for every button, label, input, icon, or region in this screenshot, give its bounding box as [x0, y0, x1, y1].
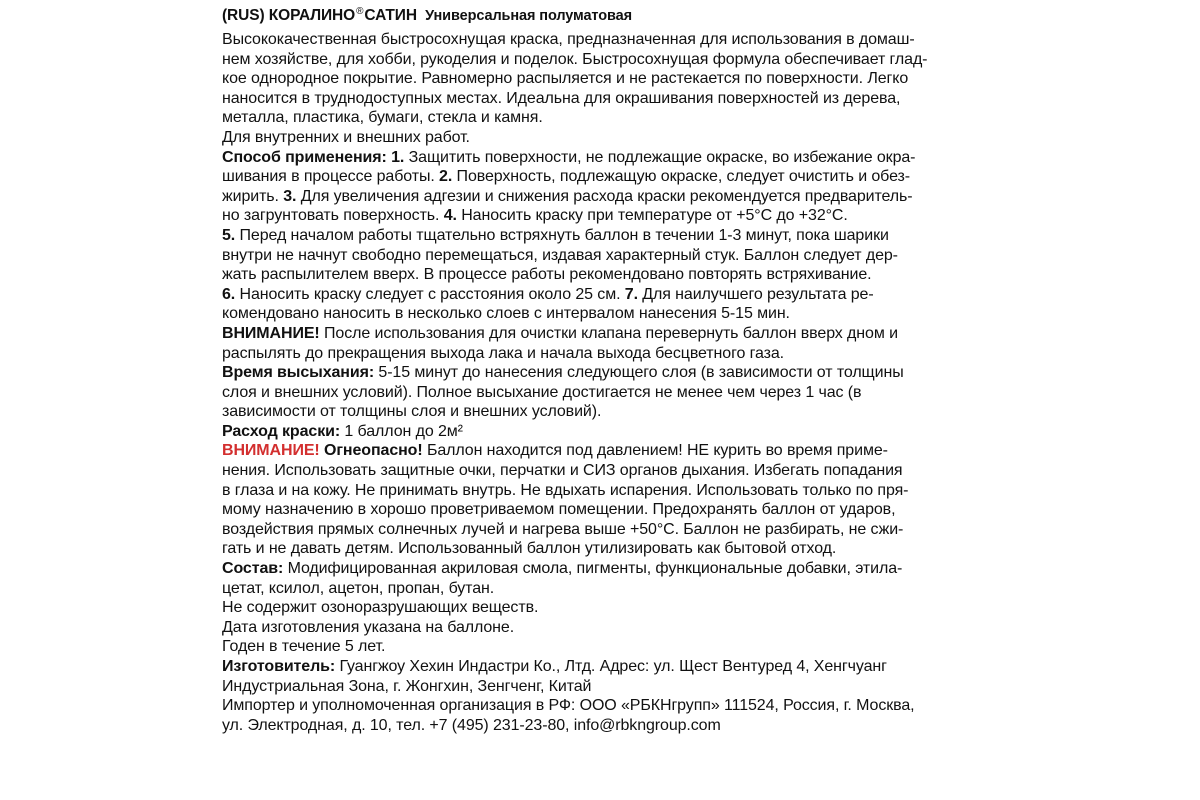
step-3-number: 3. — [283, 187, 297, 205]
attention-label: ВНИМАНИЕ! — [222, 324, 320, 342]
step-5-number: 5. — [222, 226, 236, 244]
step-5-text: Перед началом работы тщательно встряхнуть баллон в течении 1-3 минут, пока шарики внутри не начнут свободно перемещаться, издавая характерный стук. Баллон следует дер- жать распылителем вверх. В процессе работы рекомендовано повторять встряхивание. — [222, 226, 898, 284]
consumption-text: 1 баллон до 2м² — [340, 422, 463, 440]
title-subtitle: Универсальная полуматовая — [425, 8, 632, 24]
drying-label: Время высыхания: — [222, 364, 375, 382]
step-1-text: Защитить поверхности, не подлежащие окраске, во избежание окра- шивания в процессе работы. — [222, 148, 916, 186]
warning-label: ВНИМАНИЕ! — [222, 442, 320, 460]
manufacturer-label: Изготовитель: — [222, 658, 336, 675]
instruction-document — [222, 7, 974, 735]
product-title — [222, 7, 974, 25]
composition-text: Модифицированная акриловая смола, пигменты, функциональные добавки, этила- цетат, ксилол, ацетон, пропан, бутан. Не содержит озоноразрушающих веществ. Дата изготовления указана на баллоне. Годен в течение 5 лет. — [222, 560, 903, 656]
step-6-number: 6. — [222, 285, 236, 303]
drying-section — [222, 363, 974, 422]
application-label: Способ применения: — [222, 148, 387, 166]
step-4-text: Наносить краску при температуре от +5°С до +32°С. — [461, 207, 848, 225]
consumption-section — [222, 422, 974, 442]
application-section — [222, 148, 974, 324]
step-6-text: Наносить краску следует с расстояния около 25 см. — [235, 285, 625, 303]
composition-section — [222, 559, 974, 657]
step-2-number: 2. — [439, 168, 453, 186]
step-7-number: 7. — [624, 285, 638, 303]
attention-text: После использования для очистки клапана перевернуть баллон вверх дном и распылять до прекращения выхода лака и начала выхода бесцветного газа. — [222, 324, 898, 362]
step-2-text: Поверхность, подлежащую окраске, следует очистить и обез- жирить. — [222, 168, 910, 205]
step-7-text: Для наилучшего результата ре- комендовано наносить в несколько слоев с интервалом нанесения 5-15 мин. — [222, 285, 874, 323]
manufacturer-section — [222, 657, 974, 735]
manufacturer-text: Гуангжоу Хехин Индастри Ко., Лтд. Адрес: ул. Щест Вентуред 4, Хенгчуанг Индустриальная Зона, г. Жонгхин, Зенгченг, Китай Импортер и уполномоченная организация в РФ: ООО «РБКНгрупп» 111524, Россия, г. Москва, ул. Электродная, д. 10, тел. +7 (495) 231-23-80, info@rbkngroup.com — [222, 658, 915, 734]
composition-label: Состав: — [222, 560, 284, 578]
step-4-number: 4. — [443, 207, 457, 225]
registered-mark: ® — [356, 6, 364, 17]
description-paragraph: Высококачественная быстросохнущая краска, предназначенная для использования в домаш- нем хозяйстве, для хобби, рукоделия и поделок. Быстросохнущая формула обеспечивает глад- кое однородное покрытие. Равномерно распыляется и не растекается по поверхности. Легко наносится в труднодоступных местах. Идеальна для окрашивания поверхностей из дерева, металла, пластика, бумаги, стекла и камня. Для внутренних и внешних работ. — [222, 31, 928, 146]
consumption-label: Расход краски: — [222, 422, 341, 440]
warning-flammable-label: Огнеопасно! — [324, 442, 423, 460]
title-prefix: (RUS) КОРАЛИНО — [222, 7, 356, 24]
attention-section — [222, 324, 974, 363]
step-3-text: Для увеличения адгезии и снижения расхода краски рекомендуется предваритель- но загрунтовать поверхность. — [222, 187, 913, 225]
warning-text: Баллон находится под давлением! НЕ курить во время приме- нения. Использовать защитные очки, перчатки и СИЗ органов дыхания. Избегать попадания в глаза и на кожу. Не принимать внутрь. Не вдыхать испарения. Использовать только по пря- мому назначению в хорошо проветриваемом помещении. Предохранять баллон от ударов, воздействия прямых солнечных лучей и нагрева выше +50°С. Баллон не разбирать, не сжи- гать и не давать детям. Использованный баллон утилизировать как бытовой отход. — [222, 442, 909, 558]
warning-section — [222, 441, 974, 559]
drying-text: 5-15 минут до нанесения следующего слоя (в зависимости от толщины слоя и внешних условий). Полное высыхание достигается не менее чем через 1 час (в зависимости от толщины слоя и внешних условий). — [222, 364, 904, 421]
title-product: САТИН — [364, 7, 417, 24]
step-1-number: 1. — [391, 148, 405, 166]
